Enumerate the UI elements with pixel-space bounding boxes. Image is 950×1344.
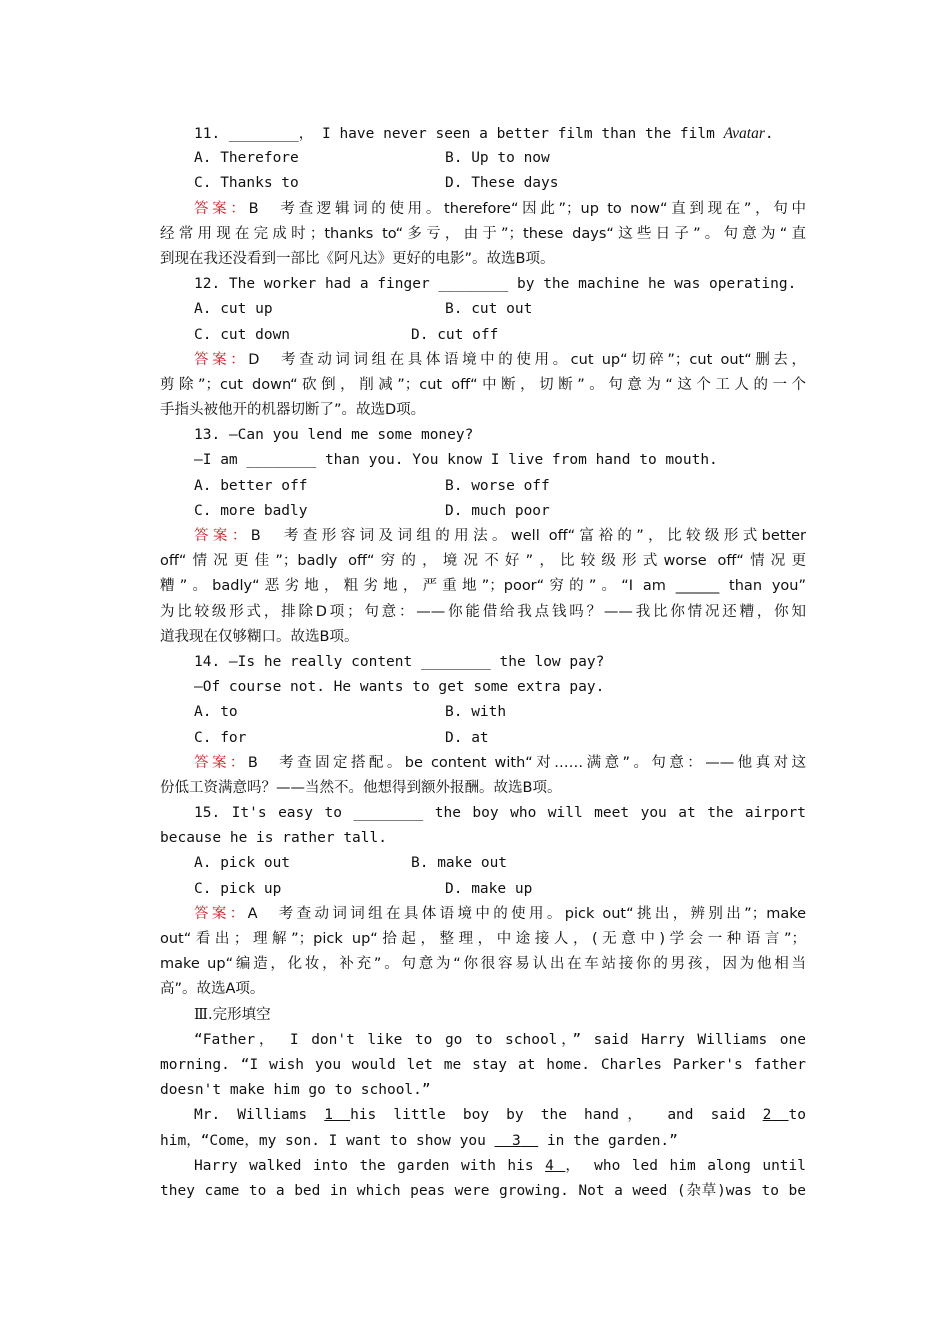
answer-12-line-1: 答案：D 考查动词词组在具体语境中的使用。cut up“切碎”；cut out“删去， <box>194 351 806 368</box>
passage-line-5: him，“Come，my son. I want to show you 3 in the garden.” <box>160 1132 678 1149</box>
answer-label: 答案： <box>194 754 248 771</box>
option-a: A. pick out <box>194 855 291 872</box>
blank-1: 1 <box>324 1107 333 1124</box>
question-13-stem-2: —I am ________ than you. You know I live from hand to mouth. <box>194 452 718 469</box>
option-a: A. to <box>194 704 238 721</box>
answer-15-line-4: 高”。故选A项。 <box>160 981 265 998</box>
option-c: C. pick up <box>194 880 282 897</box>
question-14-options-ab <box>160 700 806 725</box>
option-b: B. Up to now <box>445 150 550 167</box>
question-12-options-ab <box>160 297 806 322</box>
question-15-stem-2: because he is rather tall. <box>160 830 387 847</box>
question-14-stem-1: 14. —Is he really content ________ the low pay? <box>194 653 605 670</box>
answer-label: 答案： <box>194 528 251 544</box>
option-d: D. at <box>445 729 489 746</box>
answer-11-line-1: 答案：B 考查逻辑词的使用。therefore“因此”；up to now“直到现在”，句中 <box>194 200 806 217</box>
answer-14-line-1: 答案：B 考查固定搭配。be content with“对……满意”。句意：——他真对这 <box>194 754 806 771</box>
answer-12-line-3: 手指头被他开的机器切断了”。故选D项。 <box>160 402 426 419</box>
answer-13-line-3: 糟”。badly“恶劣地，粗劣地，严重地”；poor“穷的”。“I am ______ than you” <box>160 578 806 595</box>
option-a: A. cut up <box>194 301 273 318</box>
question-12-stem: 12. The worker had a finger ________ by the machine he was operating. <box>194 276 797 293</box>
answer-12-line-2: 剪除”；cut down“砍倒，削减”；cut off“中断，切断”。句意为“这个工人的一个 <box>160 376 806 393</box>
option-c: C. for <box>194 729 247 746</box>
option-d: D. cut off <box>411 326 499 343</box>
answer-14-line-2: 份低工资满意吗？——当然不。他想得到额外报酬。故选B项。 <box>160 779 562 796</box>
question-13-options-ab <box>160 474 806 499</box>
answer-15-line-2: out“看出；理解”；pick up“拾起，整理，中途接人，(无意中)学会一种语言”； <box>160 931 806 947</box>
question-13-options-cd <box>160 499 806 524</box>
passage-line-3: doesn't make him go to school.” <box>160 1082 431 1099</box>
answer-11-line-2: 经常用现在完成时；thanks to“多亏，由于”；these days“这些日子”。句意为“直 <box>160 225 806 242</box>
option-b: B. cut out <box>445 301 533 318</box>
option-c: C. cut down <box>194 326 291 343</box>
option-b: B. worse off <box>445 477 550 494</box>
question-15-stem-1: 15. It's easy to ________ the boy who will meet you at the airport <box>194 805 806 822</box>
option-c: C. more badly <box>194 502 308 519</box>
option-d: D. much poor <box>445 502 550 519</box>
passage-line-6: Harry walked into the garden with his 4 ， who led him along until <box>194 1157 806 1174</box>
answer-11-line-3: 到现在我还没看到一部比《阿凡达》更好的电影”。故选B项。 <box>160 250 555 267</box>
blank-4: 4 <box>545 1157 554 1174</box>
section-heading: Ⅲ.完形填空 <box>194 1006 271 1023</box>
question-14-options-cd <box>160 726 806 751</box>
answer-15-line-1: 答案：A 考查动词词组在具体语境中的使用。pick out“挑出，辨别出”；make <box>194 905 806 922</box>
passage-line-2: morning. “I wish you would let me stay at home. Charles Parker's father <box>160 1056 806 1073</box>
question-15-options-ab <box>160 851 806 876</box>
blank-3: 3 <box>512 1132 521 1149</box>
passage-line-1: “Father， I don't like to go to school，” said Harry Williams one <box>194 1031 806 1048</box>
option-d: D. These days <box>445 175 559 192</box>
answer-13-line-2: off“情况更佳”；badly off“穷的，境况不好”，比较级形式worse off“情况更 <box>160 553 806 570</box>
passage-line-7: they came to a bed in which peas were growing. Not a weed (杂草)was to be <box>160 1182 806 1199</box>
question-12-options-cd <box>160 323 806 348</box>
question-11-options-ab <box>160 146 806 171</box>
answer-13-line-5: 道我现在仅够糊口。故选B项。 <box>160 628 359 645</box>
answer-13-line-4: 为比较级形式，排除D项；句意：——你能借给我点钱吗？——我比你情况还糟，你知 <box>160 603 806 620</box>
passage-line-4: Mr. Williams 1 his little boy by the hand， and said 2 to <box>194 1107 806 1124</box>
answer-13-line-1: 答案：B 考查形容词及词组的用法。well off“富裕的”，比较级形式better <box>194 528 806 544</box>
option-c: C. Thanks to <box>194 175 299 192</box>
answer-label: 答案： <box>194 351 249 368</box>
option-b: B. with <box>445 704 507 721</box>
question-14-stem-2: —Of course not. He wants to get some extra pay. <box>194 679 605 696</box>
option-a: A. better off <box>194 477 308 494</box>
question-11-options-cd <box>160 171 806 196</box>
option-b: B. make out <box>411 855 508 872</box>
option-d: D. make up <box>445 880 533 897</box>
question-13-stem-1: 13. —Can you lend me some money? <box>194 427 474 444</box>
question-15-options-cd <box>160 877 806 902</box>
answer-15-line-3: make up“编造，化妆，补充”。句意为“你很容易认出在车站接你的男孩，因为他相当 <box>160 956 806 973</box>
blank-2: 2 <box>762 1107 772 1124</box>
option-a: A. Therefore <box>194 150 299 167</box>
question-11-stem: 11. ________， I have never seen a better film than the film Avatar. <box>194 125 774 142</box>
answer-label: 答案： <box>194 905 248 922</box>
answer-label: 答案： <box>194 200 249 217</box>
document-page <box>160 121 806 1204</box>
